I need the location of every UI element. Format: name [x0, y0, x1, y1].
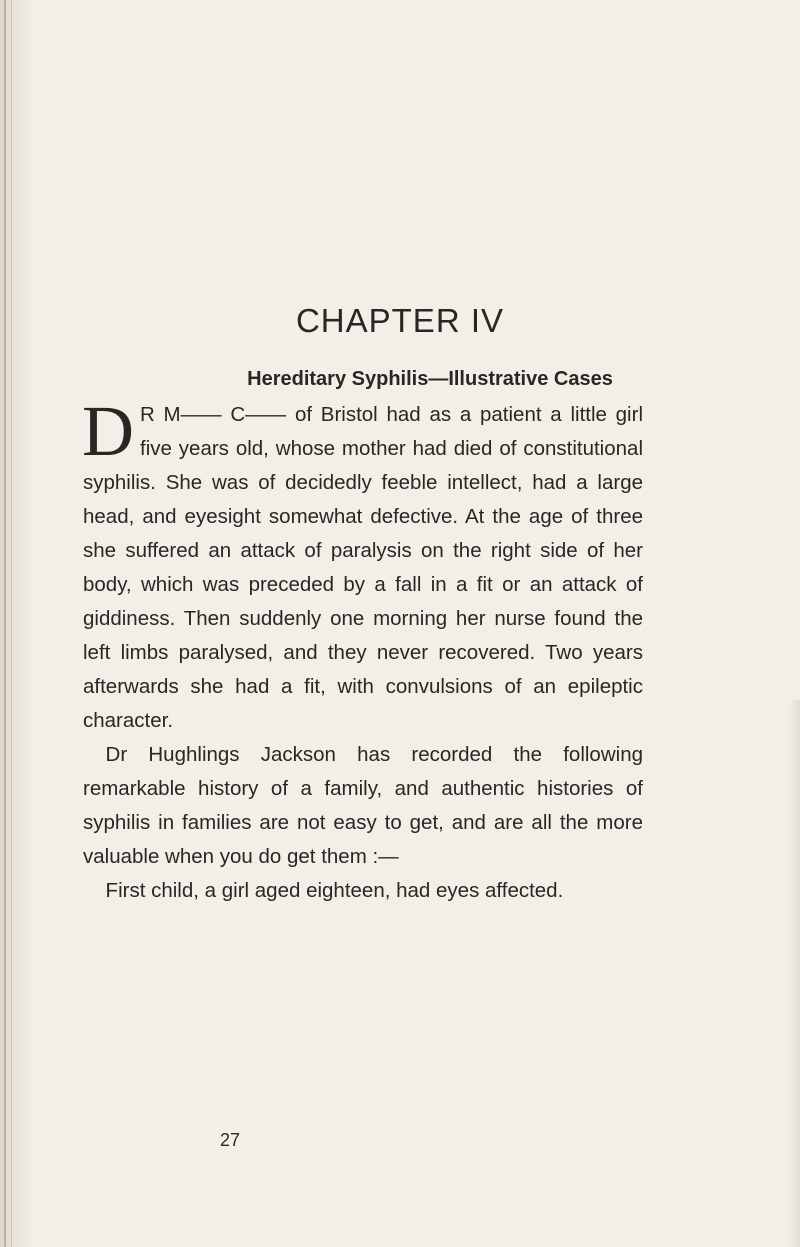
drop-cap: D — [82, 391, 134, 471]
paragraph-1 — [82, 391, 643, 738]
page-number: 27 — [219, 1130, 241, 1150]
paragraph-3: First child, a girl aged eighteen, had eyes affected. — [105, 879, 564, 902]
body-text — [82, 391, 643, 908]
paragraph-1-text: R M—— C—— of Bristol had as a patient a little girl five years old, whose mother had died of constitutional syphilis. She was of decidedly feeble intellect, had a large head, and eyesight somewhat defective. At the age of three she suffered an attack of paralysis on the right side of her body, which was preceded by a fall in a fit or an attack of giddiness. Then suddenly one morning her nurse found the left limbs paralysed, and they never recovered. Two years afterwards she had a fit, with convulsions of an epileptic character. — [83, 403, 643, 732]
paragraph-2: Dr Hughlings Jackson has recorded the following remarkable history of a family, and authentic histories of syphilis in families are not easy to get, and are all the more valuable when you do get them :— — [83, 743, 643, 868]
chapter-heading: CHAPTER IV — [295, 302, 505, 339]
chapter-subtitle: Hereditary Syphilis—Illustrative Cases — [247, 368, 613, 390]
